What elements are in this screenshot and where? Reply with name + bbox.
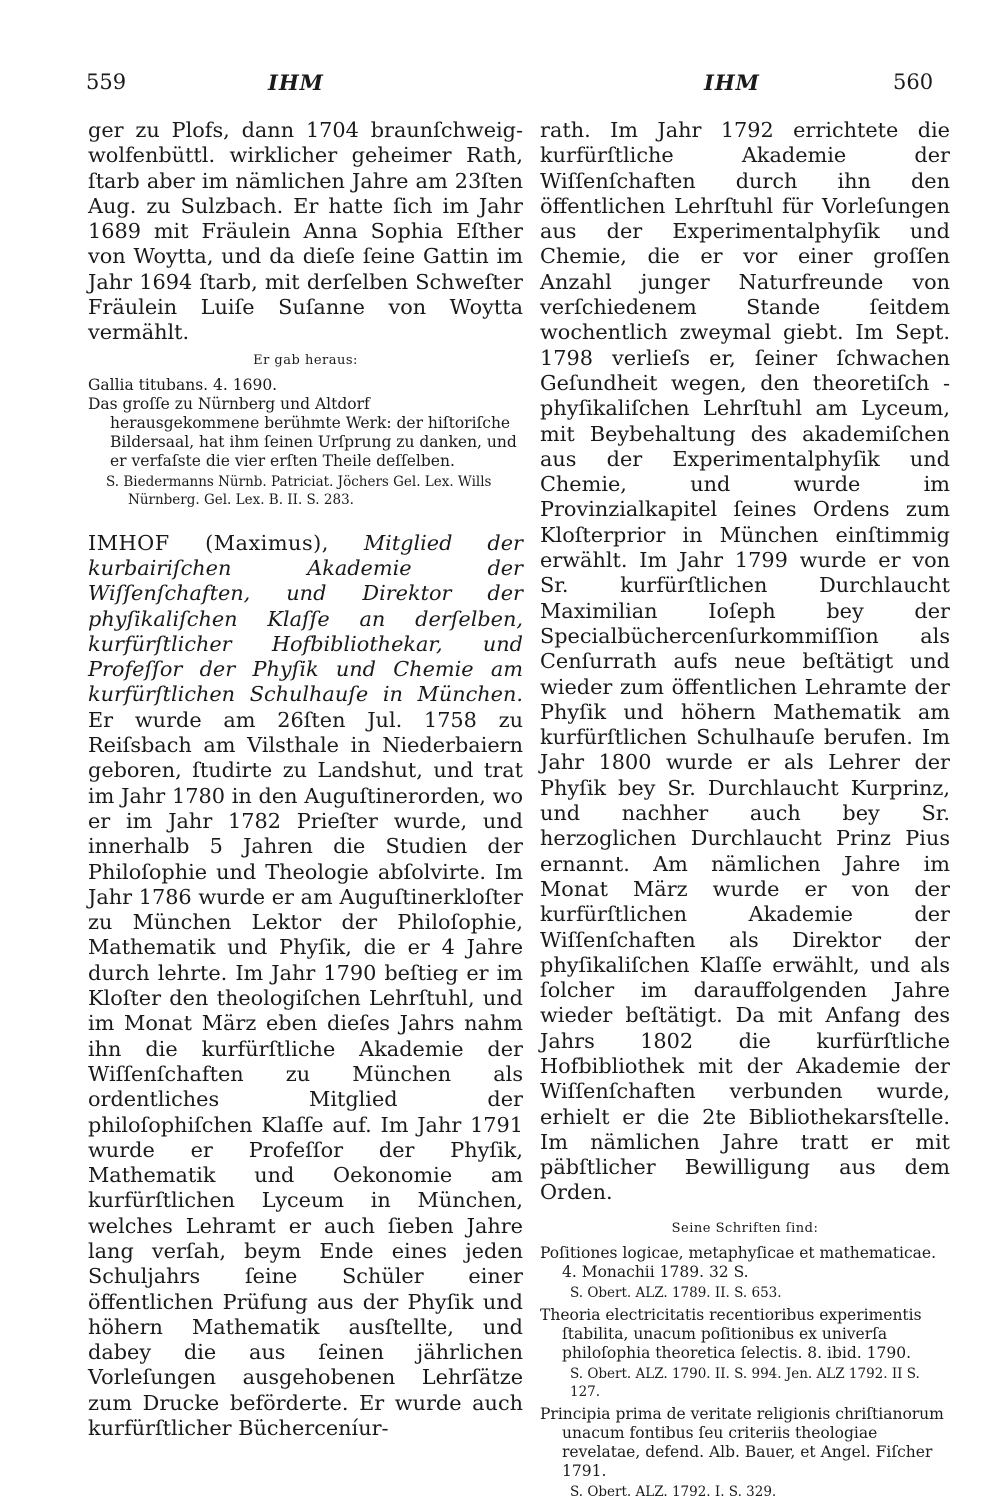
continued-paragraph: rath. Im Jahr 1792 errichtete die kurfürſtliche Akademie der Wiſſenſchaften durch ihn den öffentlichen Lehrſtuhl für Vorleſungen aus der Experimentalphyſik und Chemie, die er vor einer groſſen Anzahl junger Naturfreunde von verſchiedenem Stande ſeitdem wochentlich zweymal giebt. Im Sept. 1798 verlieſs er, ſeiner ſchwachen Geſundheit wegen, den theoretiſch - phyſikaliſchen Lehrſtuhl am Lyceum, mit Beybehaltung des akademiſchen aus der Experimentalphyſik und Chemie, und wurde im Provinzialkapitel ſeines Ordens zum Kloſterprior in München einſtimmig erwählt. Im Jahr 1799 wurde er von Sr. kurfürſtlichen Durchlaucht Maximilian Ioſeph bey der Specialbüchercenſurkommiſſion als Cenſurrath aufs neue beſtätigt und wieder zum öffentlichen Lehramte der Phyſik und höhern Mathematik am kurfürſtlichen Schulhauſe berufen. Im Jahr 1800 wurde er als Lehrer der Phyſik bey Sr. Durchlaucht Kurprinz, und nachher auch bey Sr. herzoglichen Durchlaucht Prinz Pius ernannt. Am nämlichen Jahre im Monat März wurde er von der kurfürſtlichen Akademie der Wiſſenſchaften als Direktor der phyſikaliſchen Klaſſe erwählt, und als ſolcher im darauffolgenden Jahre wieder beſtätigt. Da mit Anfang des Jahrs 1802 die kurfürſtliche Hofbibliothek mit der Akademie der Wiſſenſchaften verbunden wurde, erhielt er die 2te Bibliothekarsſtelle. Im nämlichen Jahre tratt er mit päbſtlicher Bewilligung aus dem Orden. (540, 118, 950, 1205)
left-page-number: 559 (86, 70, 127, 94)
page-header (0, 70, 1000, 110)
continued-paragraph: ger zu Plofs, dann 1704 braunſchweig- wolfenbüttl. wirklicher geheimer Rath, ſtarb aber im nämlichen Jahre am 23ſten Aug. zu Sulzbach. Er hatte ſich im Jahr 1689 mit Fräulein Anna Sophia Eſther von Woytta, und da dieſe ſeine Gattin im Jahr 1694 ſtarb, mit derſelben Schweſter Fräulein Luiſe Suſanne von Woytta vermählt. (88, 118, 523, 345)
work-entry: Principia prima de veritate religionis chriſtianorum unacum fontibus ſeu criteriis theologiae revelatae, defend. Alb. Bauer, et Angel. Fiſcher 1791. (540, 1404, 944, 1480)
entry-title: Mitglied der kurbairiſchen Akademie der Wiſſenſchaften, und Direktor der phyſikaliſchen Klaſſe an derſelben, kurfürſtlicher Hofbibliothekar, und Profeſſor der Phyſik und Chemie am kurfürſtlichen Schulhauſe in München. (88, 530, 523, 707)
entry-name: IMHOF (Maximus), (88, 530, 329, 555)
work-entry: Theoria electricitatis recentioribus experimentis ſtabilita, unacum poſitionibus ex univerſa philoſophia theoretica ſelectis. 8. ibid. 1790. (540, 1305, 922, 1362)
left-column (88, 118, 523, 1441)
right-page-number: 560 (893, 70, 934, 94)
right-column (540, 118, 950, 1501)
work-entry: Gallia titubans. 4. 1690. (88, 375, 278, 394)
right-running-head: IHM (704, 70, 760, 95)
reference: S. Obert. ALZ. 1792. I. S. 329. (570, 1483, 777, 1500)
reference: S. Obert. ALZ. 1790. II. S. 994. Jen. ALZ 1792. II S. 127. (570, 1365, 920, 1400)
biography-entry (88, 531, 523, 1442)
work-entry: Poſitiones logicae, metaphyſicae et mathematicae. 4. Monachii 1789. 32 S. (540, 1243, 937, 1281)
works-heading: Er gab heraus: (253, 352, 358, 368)
reference: S. Obert. ALZ. 1789. II. S. 653. (570, 1284, 782, 1301)
left-running-head: IHM (268, 70, 324, 95)
work-entry: Das groſſe zu Nürnberg und Altdorf herausgekommene berühmte Werk: der hiſtoriſche Bildersaal, hat ihm ſeinen Urſprung zu danken, und er verfaſste die vier erſten Theile deſſelben. (88, 394, 517, 470)
works-heading: Seine Schriften ſind: (671, 1220, 819, 1236)
reference: S. Biedermanns Nürnb. Patriciat. Jöchers Gel. Lex. Wills Nürnberg. Gel. Lex. B. II. S. 283. (106, 473, 492, 508)
entry-body: Er wurde am 26ſten Jul. 1758 zu Reiſsbach am Vilsthale in Niederbaiern geboren, ſtudirte zu Landshut, und trat im Jahr 1780 in den Auguſtinerorden, wo er im Jahr 1782 Prieſter wurde, und innerhalb 5 Jahren die Studien der Philoſophie und Theologie abſolvirte. Im Jahr 1786 wurde er am Auguſtinerkloſter zu München Lektor der Philoſophie, Mathematik und Phyſik, die er 4 Jahre durch lehrte. Im Jahr 1790 beſtieg er im Kloſter den theologiſchen Lehrſtuhl, und im Monat März eben dieſes Jahrs nahm ihn die kurfürſtliche Akademie der Wiſſenſchaften zu München als ordentliches Mitglied der philoſophiſchen Klaſſe auf. Im Jahr 1791 wurde er Profeſſor der Phyſik, Mathematik und Oekonomie am kurfürſtlichen Lyceum in München, welches Lehramt er auch ſieben Jahre lang verſah, beym Ende eines jeden Schuljahrs ſeine Schüler einer öffentlichen Prüfung aus der Phyſik und höhern Mathematik ausſtellte, und dabey die aus ſeinen jährlichen Vorleſungen ausgehobenen Lehrſätze zum Drucke beförderte. Er wurde auch kurfürſtlicher Bücherceníur- (88, 707, 523, 1441)
